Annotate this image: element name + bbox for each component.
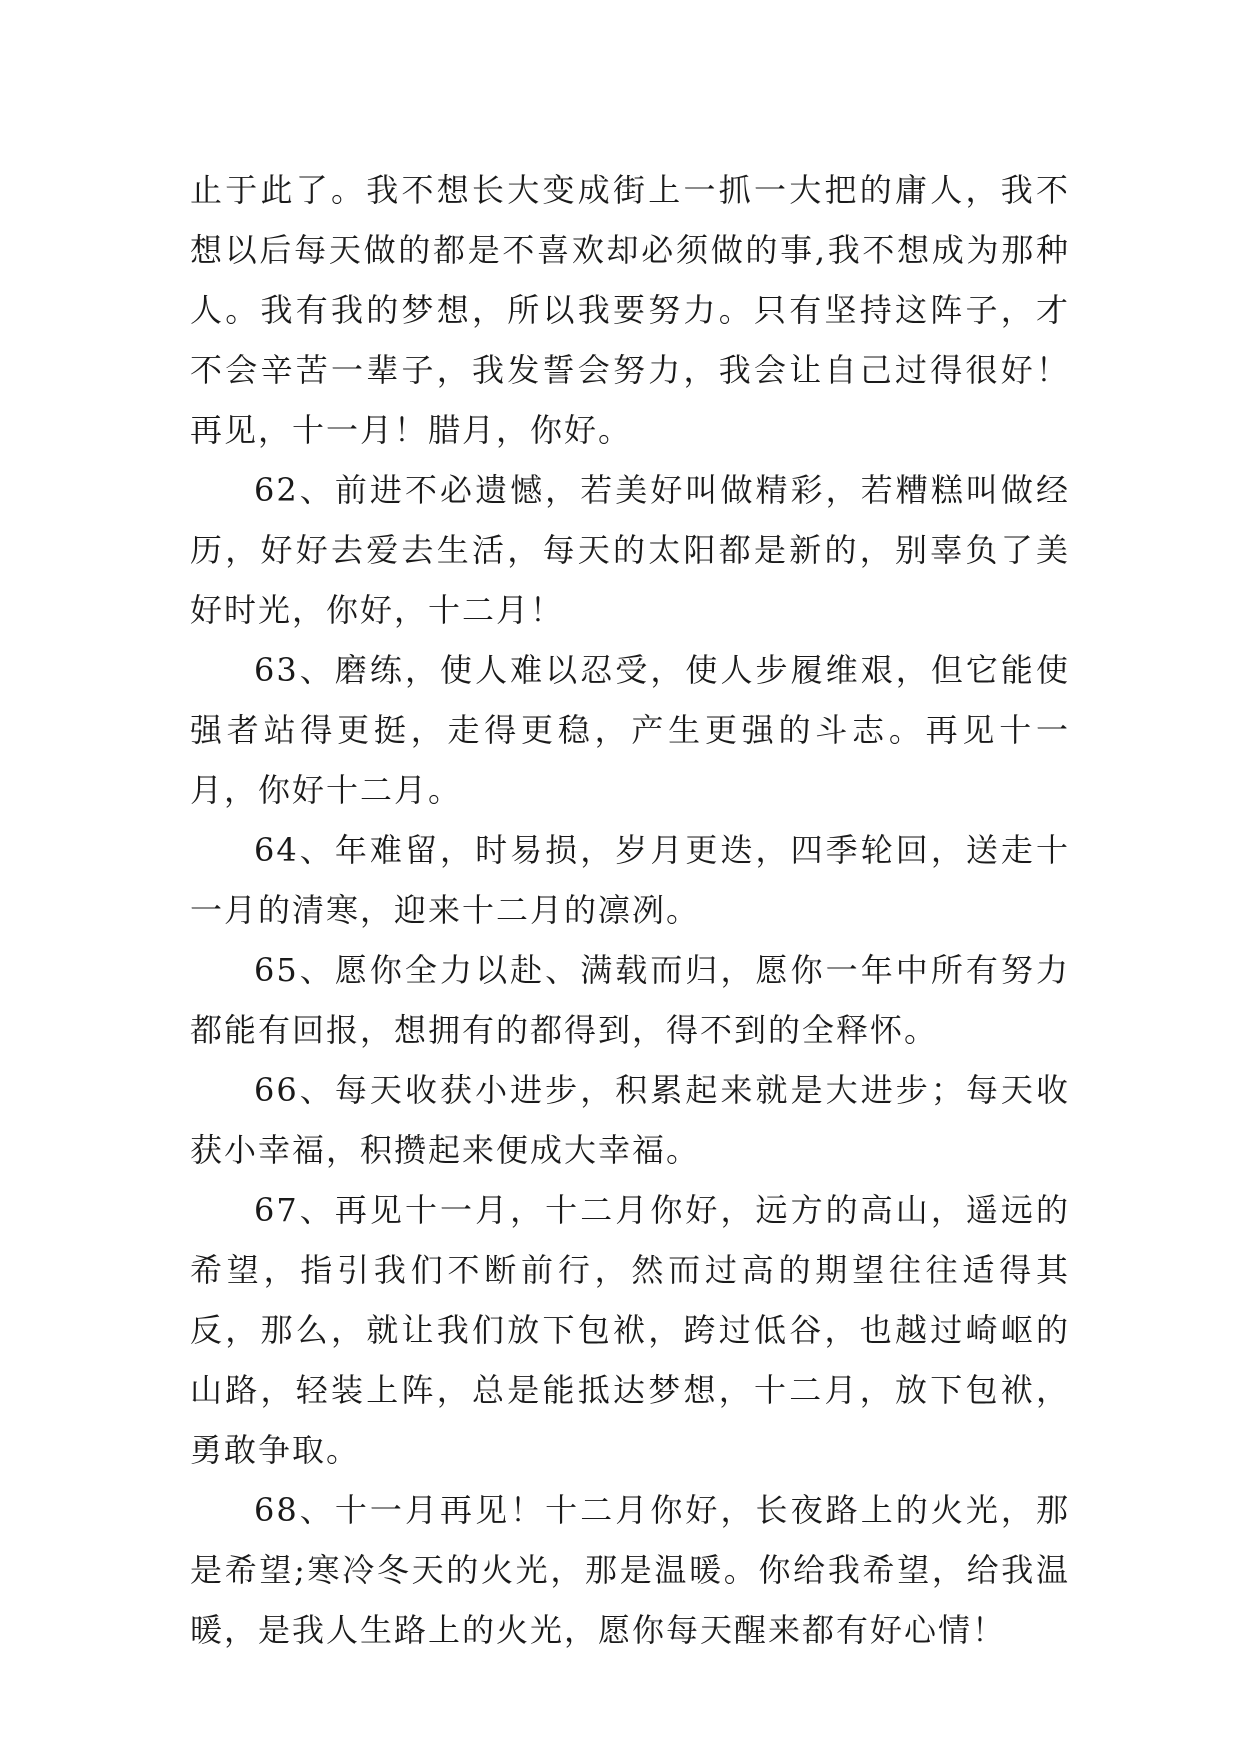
paragraph-continuation: 止于此了。我不想长大变成街上一抓一大把的庸人，我不想以后每天做的都是不喜欢却必须做的事,我不想成为那种人。我有我的梦想，所以我要努力。只有坚持这阵子，才不会辛苦一辈子，我发誓会努力，我会让自己过得很好！再见，十一月！腊月，你好。 <box>190 171 1070 449</box>
paragraph-63: 63、磨练，使人难以忍受，使人步履维艰，但它能使强者站得更挺，走得更稳，产生更强的斗志。再见十一月，你好十二月。 <box>190 651 1070 809</box>
paragraph-67: 67、再见十一月，十二月你好，远方的高山，遥远的希望，指引我们不断前行，然而过高的期望往往适得其反，那么，就让我们放下包袱，跨过低谷，也越过崎岖的山路，轻装上阵，总是能抵达梦想，十二月，放下包袱，勇敢争取。 <box>190 1191 1070 1469</box>
paragraph-62: 62、前进不必遗憾，若美好叫做精彩，若糟糕叫做经历，好好去爱去生活，每天的太阳都是新的，别辜负了美好时光，你好，十二月！ <box>190 471 1070 629</box>
document-body <box>190 160 1070 1660</box>
paragraph-65: 65、愿你全力以赴、满载而归，愿你一年中所有努力都能有回报，想拥有的都得到，得不到的全释怀。 <box>190 951 1070 1049</box>
paragraph-64: 64、年难留，时易损，岁月更迭，四季轮回，送走十一月的清寒，迎来十二月的凛冽。 <box>190 831 1070 929</box>
paragraph-66: 66、每天收获小进步，积累起来就是大进步；每天收获小幸福，积攒起来便成大幸福。 <box>190 1071 1070 1169</box>
paragraph-68: 68、十一月再见！十二月你好，长夜路上的火光，那是希望;寒冷冬天的火光，那是温暖。你给我希望，给我温暖，是我人生路上的火光，愿你每天醒来都有好心情！ <box>190 1491 1070 1649</box>
